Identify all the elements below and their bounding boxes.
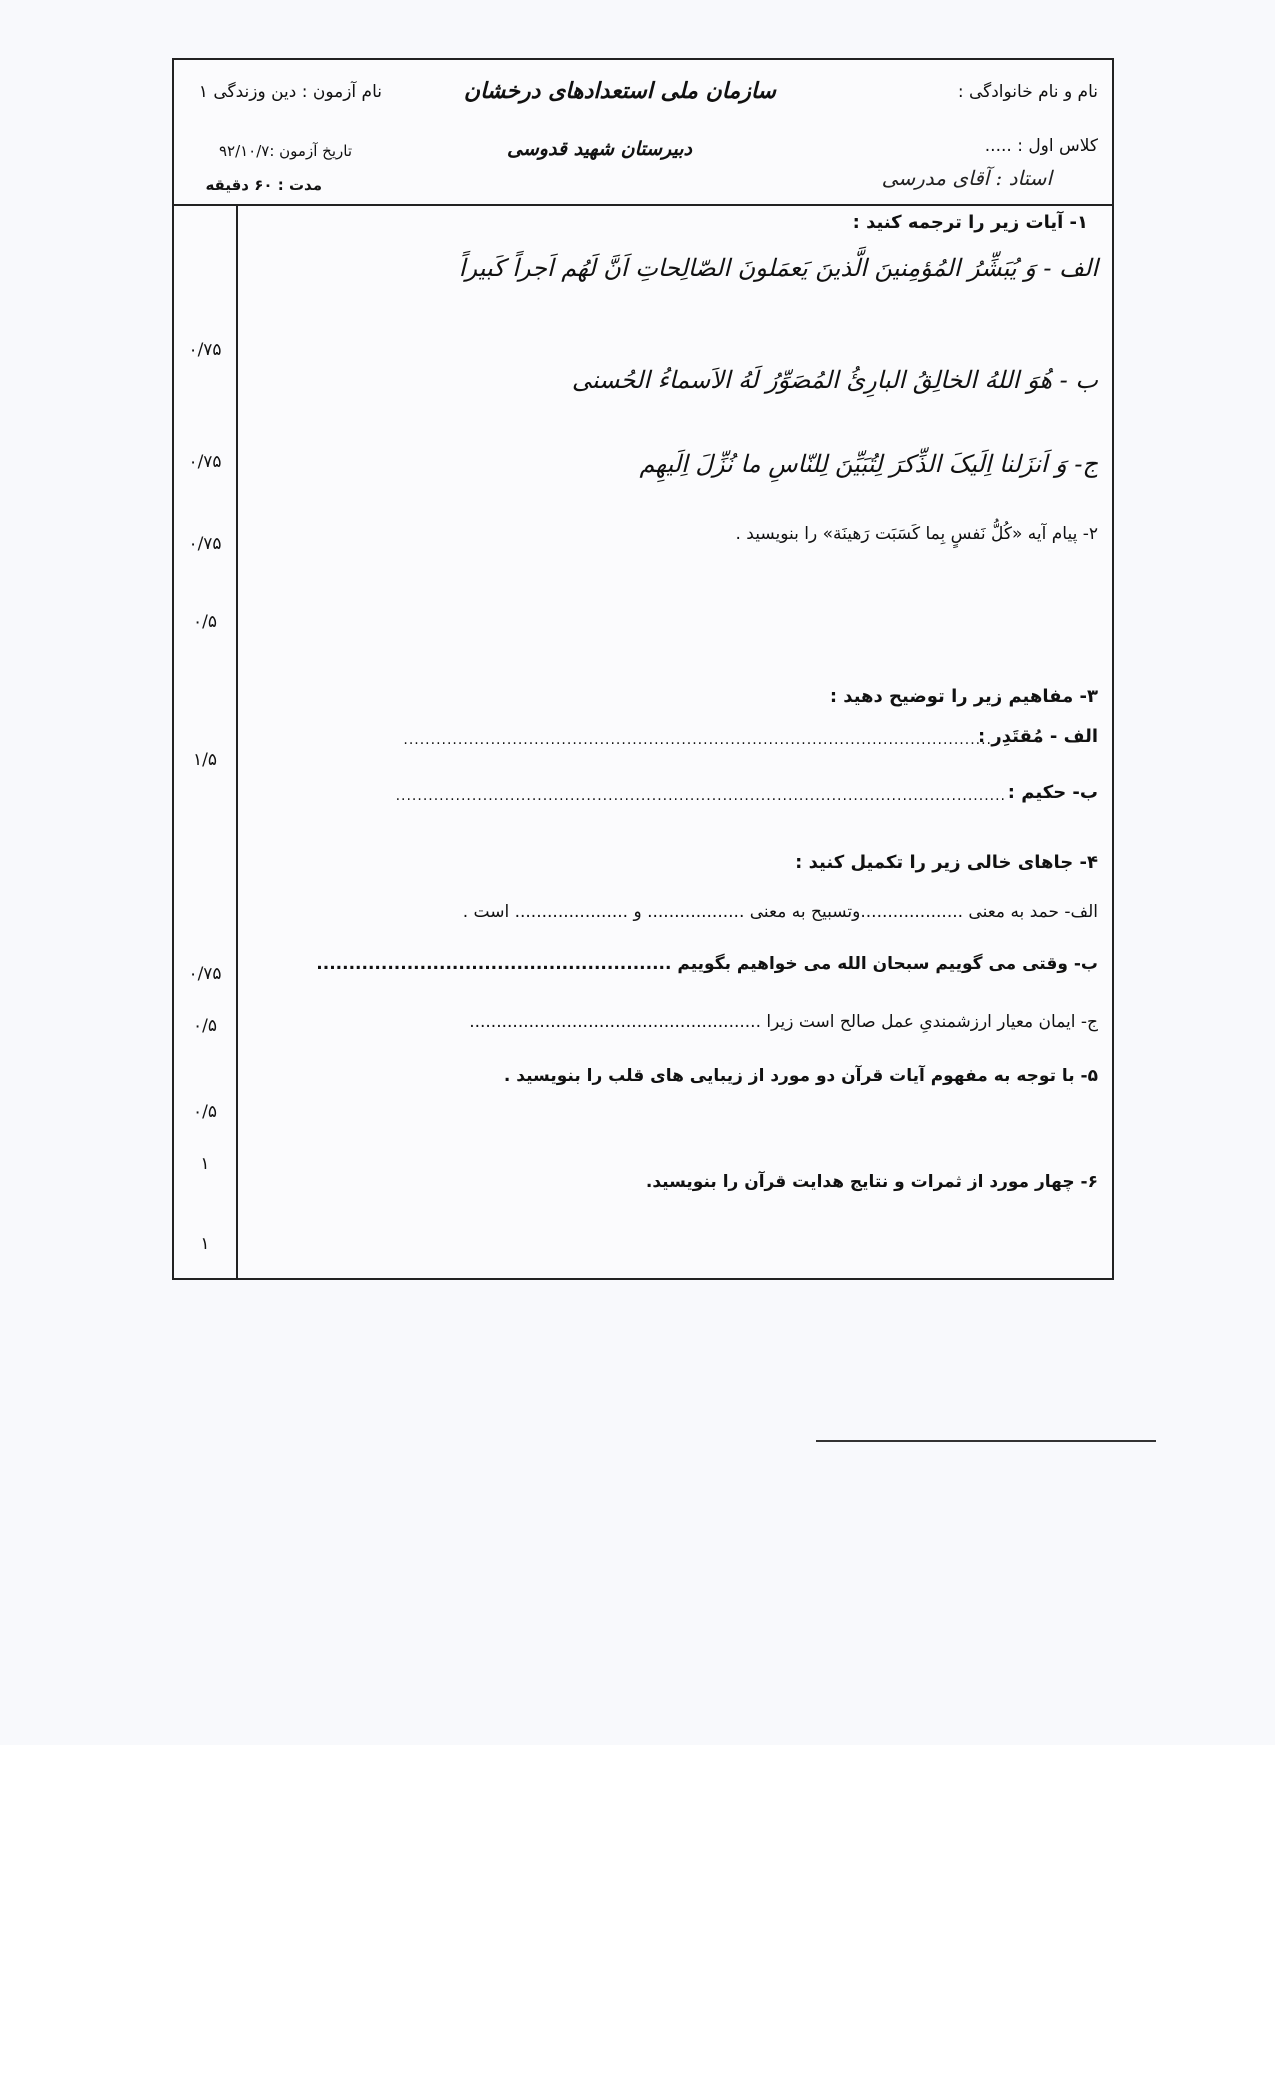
q2: ۲- پیام آیه «کُلُّ نَفسٍ بِما کَسَبَت رَهینَة» را بنویسید .	[735, 524, 1098, 544]
q4-title: ۴- جاهای خالی زیر را تکمیل کنید :	[795, 852, 1098, 873]
q4-c: ج- ایمان معیار ارزشمندیِ عمل صالح است زیرا ......................................................	[469, 1012, 1098, 1032]
student-name-label: نام و نام خانوادگی :	[957, 82, 1098, 102]
score-q2: ۰/۵	[193, 612, 217, 632]
organization-name: سازمان ملی استعدادهای درخشان	[463, 78, 776, 104]
q4-a: الف- حمد به معنی ...................وتسبیح به معنی .................. و ..................... است .	[462, 902, 1098, 922]
q3-title: ۳- مفاهیم زیر را توضیح دهید :	[829, 686, 1098, 707]
score-q1-c: ۰/۷۵	[188, 534, 222, 554]
score-q1-a: ۰/۷۵	[188, 340, 222, 360]
q3-a-label: الف - مُقتَدِر :	[977, 726, 1098, 747]
score-q4-b: ۰/۵	[193, 1016, 217, 1036]
q3-a-blank: ............................................................................................................	[403, 732, 992, 748]
q1-b: ب - هُوَ اللهُ الخالِقُ البارِئُ المُصَوِّرُ لَهُ الاَسماءُ الحُسنی	[571, 366, 1098, 394]
q5: ۵- با توجه به مفهوم آیات قرآن دو مورد از زیبایی های قلب را بنویسید .	[503, 1066, 1098, 1086]
score-q4-c: ۰/۵	[193, 1102, 217, 1122]
q1-c: ج- وَ اَنزَلنا اِلَیکَ الذِّکرَ لِتُبَیِّنَ لِلنّاسِ ما نُزِّلَ اِلَیهِم	[639, 450, 1098, 478]
exam-date: تاریخ آزمون :۹۲/۱۰/۷	[218, 142, 352, 160]
bottom-divider-line	[816, 1440, 1156, 1442]
score-q3: ۱/۵	[193, 750, 217, 770]
score-q1-b: ۰/۷۵	[188, 452, 222, 472]
score-column	[174, 204, 238, 1278]
q1-title: ۱- آیات زیر را ترجمه کنید :	[852, 212, 1088, 233]
q6: ۶- چهار مورد از ثمرات و نتایج هدایت قرآن را بنویسید.	[645, 1172, 1098, 1192]
score-q5: ۱	[200, 1154, 210, 1174]
score-q4-a: ۰/۷۵	[188, 964, 222, 984]
q1-a: الف - وَ یُبَشِّرُ المُؤمِنینَ الَّذینَ یَعمَلونَ الصّالِحاتِ اَنَّ لَهُم اَجراً کَبیراً	[458, 254, 1098, 282]
q3-b-label: ب- حکیم :	[1007, 782, 1098, 803]
exam-name: نام آزمون : دین وزندگی ۱	[198, 82, 382, 102]
exam-header	[174, 60, 1112, 206]
class-label: کلاس اول : .....	[984, 136, 1098, 156]
exam-sheet	[172, 58, 1114, 1280]
q3-b-blank: ................................................................................................................	[395, 788, 1006, 804]
score-q6: ۱	[200, 1234, 210, 1254]
school-name: دبیرستان شهید قدوسی	[507, 138, 692, 160]
q4-b: ب- وقتی می گوییم سبحان الله می خواهیم بگوییم .......................................................	[316, 954, 1098, 974]
teacher-name: استاد : آقای مدرسی	[881, 166, 1052, 190]
exam-duration: مدت : ۶۰ دقیقه	[205, 176, 322, 194]
